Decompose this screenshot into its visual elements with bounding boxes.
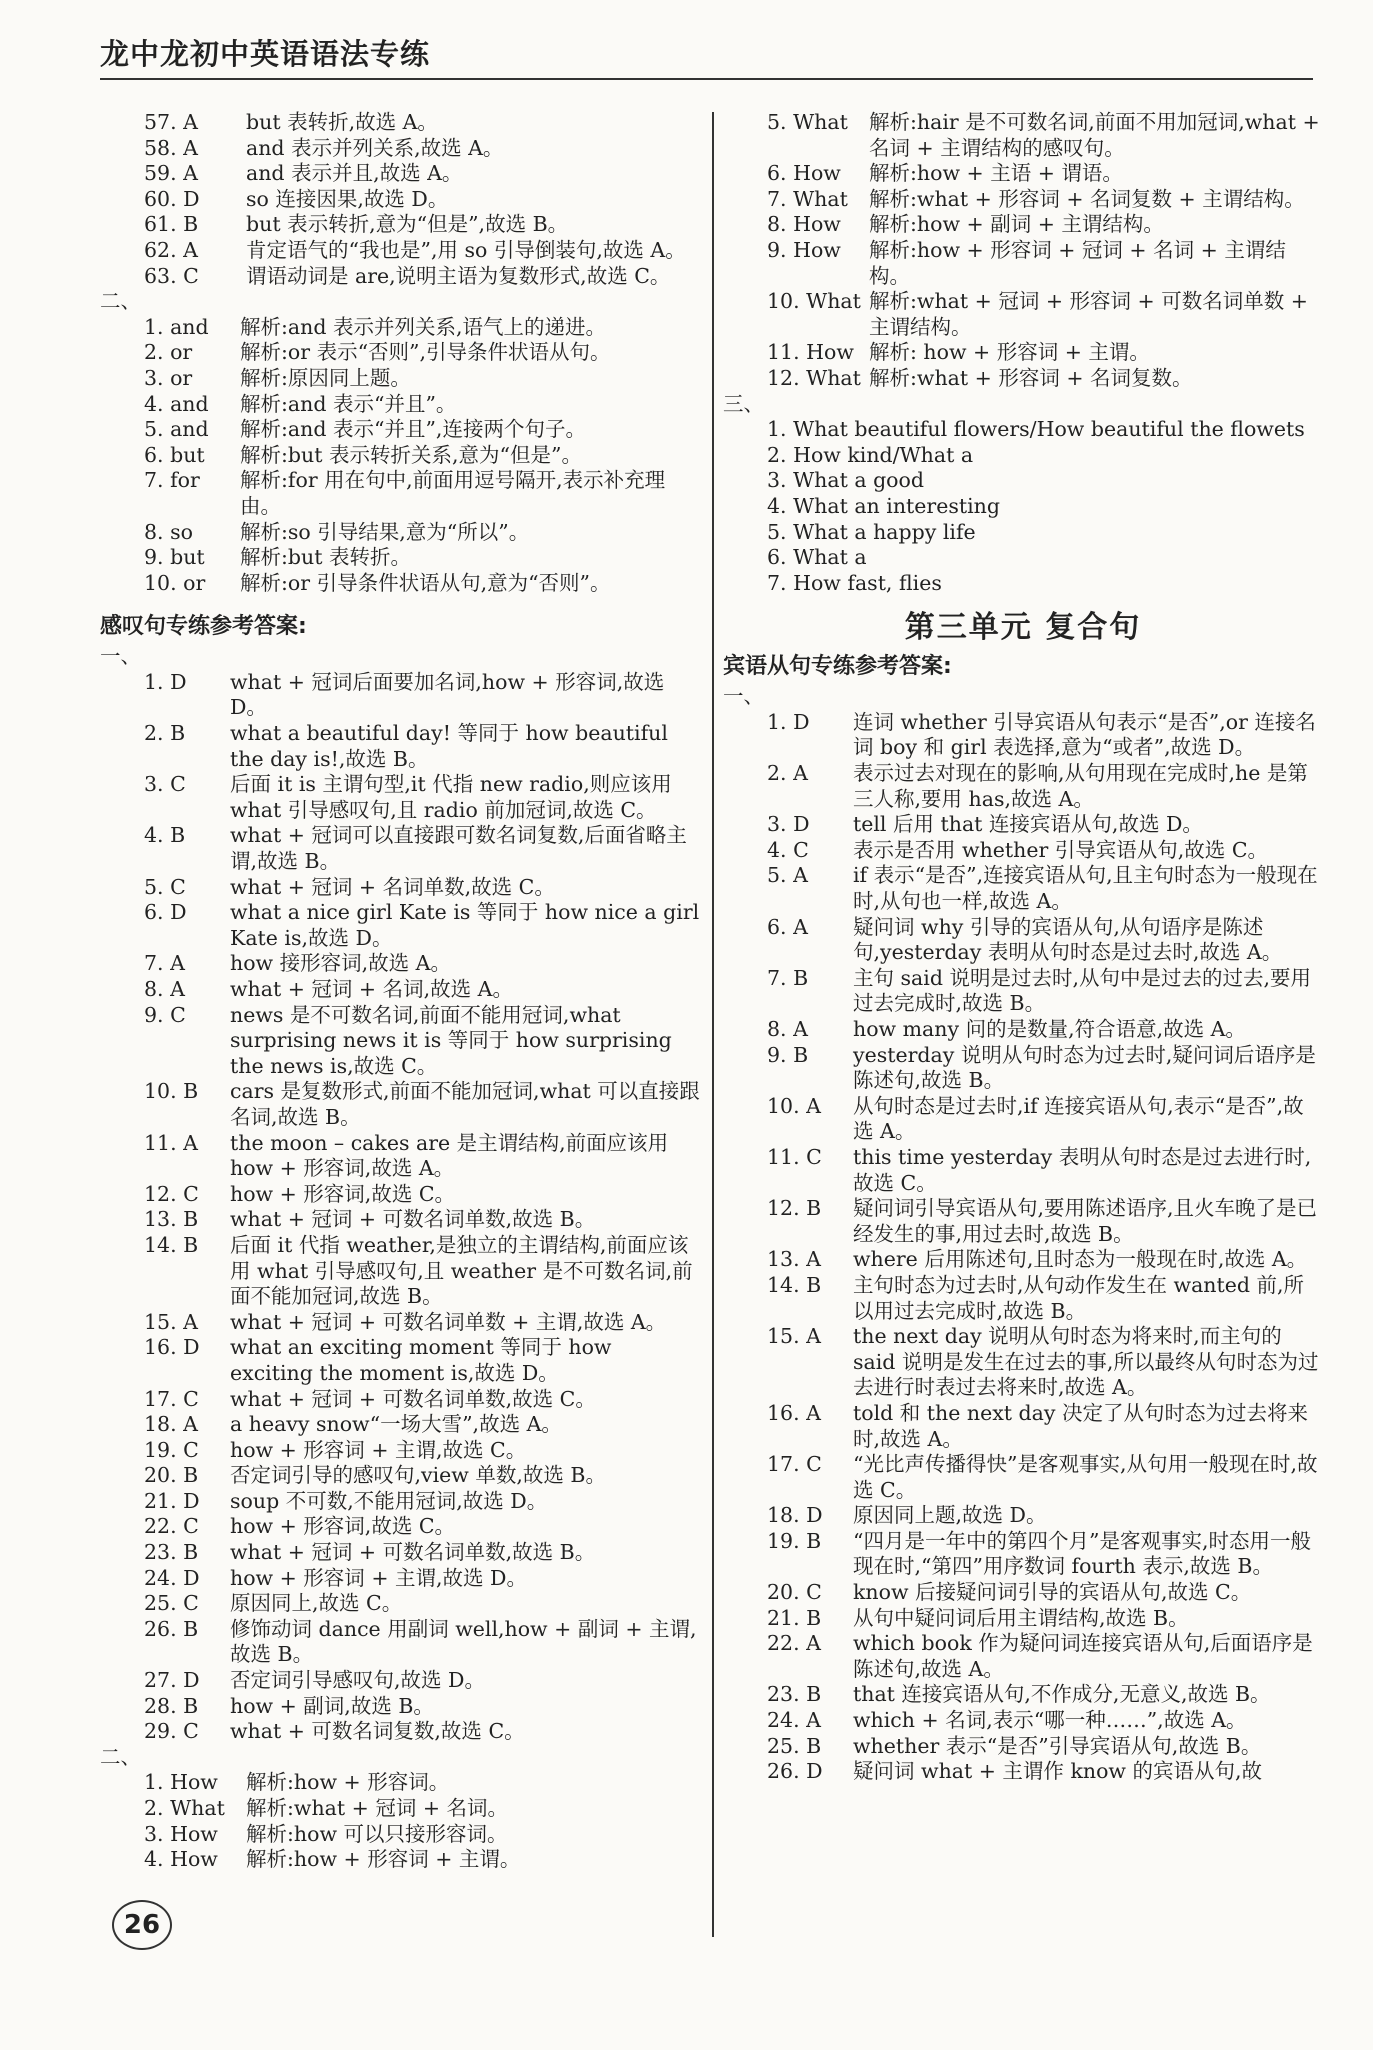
- answer-item: [100, 187, 700, 213]
- answer-item: [723, 863, 1323, 914]
- answer-number: 9. B: [767, 1042, 809, 1067]
- answer-number: 3. C: [144, 772, 186, 797]
- answer-explanation: told 和 the next day 决定了从句时态为过去将来时,故选 A。: [853, 1400, 1308, 1451]
- answer-number: 14. B: [144, 1232, 199, 1257]
- answer-number: 10. What: [767, 289, 861, 314]
- exclamation-part2-continued: [723, 110, 1323, 392]
- answer-number: 4. C: [767, 837, 809, 862]
- answer-item: [723, 915, 1323, 966]
- answer-item: [100, 1233, 700, 1310]
- answer-text: 5. What a happy life: [767, 519, 976, 544]
- answer-text: 4. What an interesting: [767, 493, 1000, 518]
- answer-explanation: 原因同上题,故选 D。: [853, 1503, 1047, 1528]
- header-rule: [100, 78, 1313, 80]
- answer-number: 3. D: [767, 812, 810, 837]
- answer-number: 8. How: [767, 212, 841, 237]
- answer-explanation: tell 后用 that 连接宾语从句,故选 D。: [853, 812, 1203, 837]
- answer-number: 21. D: [144, 1488, 200, 1513]
- answer-explanation: 解析:for 用在句中,前面用逗号隔开,表示补充理由。: [240, 468, 666, 518]
- answer-item: [100, 1822, 700, 1848]
- answer-item: [100, 315, 700, 341]
- answer-item: [723, 212, 1323, 238]
- answer-number: 20. B: [144, 1463, 199, 1488]
- answer-explanation: 解析:what + 冠词 + 形容词 + 可数名词单数 + 主谓结构。: [869, 289, 1308, 339]
- answer-item: [100, 417, 700, 443]
- answer-number: 5. C: [144, 874, 186, 899]
- column-divider: [712, 112, 714, 1937]
- answer-number: 13. B: [144, 1207, 199, 1232]
- answer-number: 16. A: [767, 1400, 821, 1425]
- page-number: 26: [112, 1900, 172, 1950]
- answer-number: 7. for: [144, 468, 200, 493]
- answer-explanation: how + 副词,故选 B。: [230, 1693, 434, 1718]
- answer-explanation: 修饰动词 dance 用副词 well,how + 副词 + 主谓,故选 B。: [230, 1616, 697, 1667]
- answer-number: 15. A: [144, 1309, 198, 1334]
- answer-number: 8. so: [144, 519, 193, 544]
- answer-number: 2. A: [767, 761, 808, 786]
- exclamation-part2-list: [100, 1770, 700, 1872]
- answer-number: 59. A: [144, 161, 198, 186]
- answer-explanation: 原因同上,故选 C。: [230, 1591, 403, 1616]
- answer-explanation: 谓语动词是 are,说明主语为复数形式,故选 C。: [246, 263, 671, 288]
- unit-title: 第三单元 复合句: [904, 610, 1142, 646]
- object-clause-heading: 宾语从句专练参考答案:: [723, 654, 952, 680]
- answer-explanation: 疑问词 what + 主谓作 know 的宾语从句,故: [853, 1759, 1262, 1784]
- answer-number: 10. or: [144, 570, 206, 595]
- answer-item: [100, 1387, 700, 1413]
- answer-explanation: if 表示“是否”,连接宾语从句,且主句时态为一般现在时,从句也一样,故选 A。: [853, 863, 1318, 914]
- answer-number: 21. B: [767, 1605, 822, 1630]
- answer-item: [100, 670, 700, 721]
- answer-explanation: 主句 said 说明是过去时,从句中是过去的过去,要用过去完成时,故选 B。: [853, 965, 1311, 1016]
- answer-number: 3. or: [144, 365, 193, 390]
- answer-explanation: 解析:but 表示转折关系,意为“但是”。: [240, 442, 582, 467]
- answer-explanation: “光比声传播得快”是客观事实,从句用一般现在时,故选 C。: [853, 1452, 1318, 1502]
- answer-explanation: how many 问的是数量,符合语意,故选 A。: [853, 1017, 1246, 1041]
- answer-item: [723, 1043, 1323, 1094]
- answer-explanation: 解析:and 表示“并且”,连接两个句子。: [240, 417, 586, 442]
- answer-item: [723, 1708, 1323, 1734]
- answer-explanation: 连词 whether 引导宾语从句表示“是否”,or 连接名词 boy 和 girl 表选择,意为“或者”,故选 D。: [853, 709, 1316, 760]
- answer-item: [100, 212, 700, 238]
- answer-number: 17. C: [767, 1452, 822, 1477]
- answer-item: [723, 468, 1323, 494]
- answer-item: [723, 1145, 1323, 1196]
- answer-number: 9. C: [144, 1002, 186, 1027]
- answer-explanation: 表示过去对现在的影响,从句用现在完成时,he 是第三人称,要用 has,故选 A。: [853, 761, 1308, 811]
- answer-number: 2. B: [144, 721, 186, 746]
- answer-explanation: “四月是一年中的第四个月”是客观事实,时态用一般现在时,“第四”用序数词 fourth 表示,故选 B。: [853, 1528, 1311, 1579]
- answer-item: [100, 1489, 700, 1515]
- answer-item: [723, 1580, 1323, 1606]
- answer-explanation: 后面 it is 主谓句型,it 代指 new radio,则应该用 what 引导感叹句,且 radio 前加冠词,故选 C。: [230, 772, 672, 822]
- answer-explanation: the moon – cakes are 是主谓结构,前面应该用 how + 形容词,故选 A。: [230, 1130, 669, 1181]
- answer-item: [100, 1182, 700, 1208]
- answer-text: 3. What a good: [767, 468, 924, 493]
- answer-number: 23. B: [767, 1682, 822, 1707]
- answer-explanation: what + 冠词可以直接跟可数名词复数,后面省略主谓,故选 B。: [230, 823, 687, 874]
- exclamation-heading: 感叹句专练参考答案:: [100, 614, 307, 640]
- answer-number: 16. D: [144, 1335, 200, 1360]
- answer-explanation: that 连接宾语从句,不作成分,无意义,故选 B。: [853, 1682, 1271, 1707]
- answer-explanation: what + 冠词 + 可数名词单数,故选 B。: [230, 1540, 596, 1565]
- answer-number: 10. A: [767, 1093, 821, 1118]
- answer-item: [100, 951, 700, 977]
- answer-item: [723, 1734, 1323, 1760]
- answer-number: 58. A: [144, 135, 198, 160]
- answer-number: 12. B: [767, 1196, 822, 1221]
- answer-item: [723, 838, 1323, 864]
- answer-item: [100, 772, 700, 823]
- answer-item: [100, 136, 700, 162]
- answer-item: [100, 1003, 700, 1080]
- answer-item: [100, 1310, 700, 1336]
- answer-number: 22. A: [767, 1631, 821, 1656]
- answer-number: 10. B: [144, 1079, 199, 1104]
- part3-label: 三、: [723, 391, 764, 416]
- answer-number: 23. B: [144, 1540, 199, 1565]
- answer-number: 4. B: [144, 823, 186, 848]
- answer-item: [100, 977, 700, 1003]
- answer-number: 8. A: [144, 977, 185, 1001]
- answer-explanation: 解析:how + 主语 + 谓语。: [869, 161, 1123, 186]
- answer-explanation: 解析:and 表示“并且”。: [240, 391, 457, 416]
- answer-explanation: 表示是否用 whether 引导宾语从句,故选 C。: [853, 837, 1269, 862]
- answer-item: [723, 340, 1323, 366]
- answer-item: [723, 1273, 1323, 1324]
- answer-item: [100, 340, 700, 366]
- answer-item: [723, 1503, 1323, 1529]
- exclamation-part2-label: 二、: [100, 1744, 141, 1769]
- answer-number: 22. C: [144, 1514, 199, 1539]
- answer-number: 18. D: [767, 1503, 823, 1528]
- answer-number: 7. B: [767, 965, 809, 990]
- answer-explanation: 解析:or 引导条件状语从句,意为“否则”。: [240, 570, 611, 595]
- answer-item: [723, 812, 1323, 838]
- answer-number: 1. D: [144, 669, 187, 694]
- answer-item: [723, 417, 1323, 443]
- answer-item: [723, 187, 1323, 213]
- answer-item: [100, 1566, 700, 1592]
- answer-item: [100, 823, 700, 874]
- answer-explanation: 后面 it 代指 weather,是独立的主谓结构,前面应该用 what 引导感叹句,且 weather 是不可数名词,前面不能加冠词,故选 B。: [230, 1232, 693, 1309]
- conjunction-answer-list: [100, 315, 700, 597]
- answer-explanation: know 后接疑问词引导的宾语从句,故选 C。: [853, 1580, 1252, 1605]
- answer-item: [723, 710, 1323, 761]
- answer-item: [723, 1452, 1323, 1503]
- answer-number: 11. How: [767, 340, 854, 365]
- answer-explanation: 否定词引导感叹句,故选 D。: [230, 1668, 485, 1693]
- part2-label: 二、: [100, 289, 141, 314]
- answer-number: 14. B: [767, 1272, 822, 1297]
- answer-number: 60. D: [144, 186, 200, 211]
- answer-number: 1. and: [144, 314, 209, 339]
- answer-explanation: the next day 说明从句时态为将来时,而主句的 said 说明是发生在过去的事,所以最终从句时态为过去进行时表过去将来时,故选 A。: [853, 1324, 1319, 1400]
- top-answer-list: [100, 110, 700, 289]
- answer-explanation: 从句时态是过去时,if 连接宾语从句,表示“是否”,故选 A。: [853, 1093, 1304, 1144]
- answer-explanation: 解析:and 表示并列关系,语气上的递进。: [240, 314, 606, 339]
- answer-item: [100, 392, 700, 418]
- answer-item: [100, 1770, 700, 1796]
- running-header: 龙中龙初中英语语法专练: [100, 37, 431, 71]
- answer-number: 17. C: [144, 1386, 199, 1411]
- answer-number: 57. A: [144, 110, 198, 134]
- answer-item: [100, 1412, 700, 1438]
- answer-number: 19. B: [767, 1528, 822, 1553]
- answer-item: [100, 366, 700, 392]
- answer-explanation: what + 冠词 + 可数名词单数,故选 B。: [230, 1207, 596, 1232]
- answer-explanation: what a nice girl Kate is 等同于 how nice a girl Kate is,故选 D。: [230, 900, 700, 950]
- answer-item: [723, 1682, 1323, 1708]
- answer-number: 3. How: [144, 1821, 218, 1846]
- answer-explanation: 解析:but 表转折。: [240, 545, 411, 570]
- exclamation-part1-label: 一、: [100, 644, 141, 669]
- answer-item: [723, 1017, 1323, 1043]
- answer-number: 13. A: [767, 1247, 821, 1272]
- answer-number: 63. C: [144, 263, 199, 288]
- answer-item: [100, 468, 700, 519]
- answer-item: [100, 721, 700, 772]
- answer-item: [100, 1591, 700, 1617]
- answer-item: [723, 494, 1323, 520]
- answer-number: 62. A: [144, 237, 198, 262]
- answer-item: [723, 966, 1323, 1017]
- answer-item: [723, 1324, 1323, 1401]
- answer-item: [100, 571, 700, 597]
- answer-explanation: so 连接因果,故选 D。: [246, 186, 449, 211]
- answer-item: [100, 520, 700, 546]
- answer-explanation: 解析:what + 形容词 + 名词复数 + 主谓结构。: [869, 186, 1305, 211]
- answer-item: [100, 1796, 700, 1822]
- object-clause-answer-list: [723, 710, 1323, 1785]
- answer-explanation: what + 冠词 + 可数名词单数,故选 C。: [230, 1386, 596, 1411]
- answer-number: 1. How: [144, 1770, 218, 1795]
- answer-item: [723, 238, 1323, 289]
- answer-item: [100, 1540, 700, 1566]
- answer-explanation: 解析:how + 形容词 + 冠词 + 名词 + 主谓结构。: [869, 237, 1286, 288]
- answer-number: 24. A: [767, 1708, 821, 1733]
- answer-item: [723, 161, 1323, 187]
- answer-item: [100, 1463, 700, 1489]
- answer-explanation: news 是不可数名词,前面不能用冠词,what surprising news it is 等同于 how surprising the news is,故选 C。: [230, 1002, 672, 1078]
- answer-item: [723, 1529, 1323, 1580]
- answer-number: 5. A: [767, 863, 808, 888]
- answer-explanation: 解析:how 可以只接形容词。: [246, 1821, 508, 1846]
- answer-text: 7. How fast, flies: [767, 570, 942, 595]
- answer-item: [100, 238, 700, 264]
- answer-number: 19. C: [144, 1437, 199, 1462]
- answer-item: [100, 1207, 700, 1233]
- answer-explanation: what + 冠词 + 名词,故选 A。: [230, 977, 513, 1001]
- answer-explanation: 解析:how + 副词 + 主谓结构。: [869, 212, 1164, 237]
- answer-explanation: 解析:how + 形容词 + 主谓。: [246, 1847, 521, 1872]
- answer-number: 9. How: [767, 237, 841, 262]
- answer-item: [723, 761, 1323, 812]
- answer-explanation: 解析:how + 形容词。: [246, 1770, 450, 1795]
- answer-explanation: how 接形容词,故选 A。: [230, 951, 451, 976]
- answer-explanation: what + 冠词后面要加名词,how + 形容词,故选 D。: [230, 669, 665, 720]
- answer-number: 5. What: [767, 110, 848, 134]
- answer-explanation: 解析:so 引导结果,意为“所以”。: [240, 519, 530, 544]
- answer-number: 27. D: [144, 1668, 200, 1693]
- answer-item: [100, 1847, 700, 1873]
- answer-explanation: 肯定语气的“我也是”,用 so 引导倒装句,故选 A。: [246, 237, 686, 262]
- right-column: [723, 110, 1323, 1785]
- answer-number: 28. B: [144, 1693, 199, 1718]
- answer-item: [723, 1094, 1323, 1145]
- answer-number: 6. but: [144, 442, 205, 467]
- answer-explanation: what + 冠词 + 可数名词单数 + 主谓,故选 A。: [230, 1309, 667, 1334]
- answer-explanation: but 表转折,故选 A。: [246, 110, 438, 134]
- answer-item: [100, 1079, 700, 1130]
- answer-explanation: 否定词引导的感叹句,view 单数,故选 B。: [230, 1463, 606, 1488]
- answer-explanation: 解析:what + 形容词 + 名词复数。: [869, 365, 1193, 390]
- answer-item: [723, 1247, 1323, 1273]
- answer-explanation: yesterday 说明从句时态为过去时,疑问词后语序是陈述句,故选 B。: [853, 1042, 1316, 1093]
- answer-number: 20. C: [767, 1580, 822, 1605]
- answer-explanation: a heavy snow“一场大雪”,故选 A。: [230, 1412, 562, 1437]
- answer-item: [100, 545, 700, 571]
- answer-number: 4. and: [144, 391, 209, 416]
- answer-item: [723, 520, 1323, 546]
- answer-text: 1. What beautiful flowers/How beautiful the flowets: [767, 417, 1305, 442]
- answer-explanation: what + 冠词 + 名词单数,故选 C。: [230, 874, 555, 899]
- answer-explanation: how + 形容词 + 主谓,故选 C。: [230, 1437, 527, 1462]
- answer-explanation: but 表示转折,意为“但是”,故选 B。: [246, 212, 569, 237]
- answer-number: 29. C: [144, 1719, 199, 1744]
- answer-explanation: soup 不可数,不能用冠词,故选 D。: [230, 1488, 548, 1513]
- answer-item: [100, 1514, 700, 1540]
- answer-explanation: which + 名词,表示“哪一种……”,故选 A。: [853, 1708, 1247, 1733]
- answer-item: [100, 1438, 700, 1464]
- answer-item: [100, 443, 700, 469]
- answer-item: [723, 110, 1323, 161]
- answer-item: [723, 545, 1323, 571]
- exclamation-answer-list: [100, 670, 700, 1745]
- answer-item: [100, 161, 700, 187]
- answer-item: [100, 900, 700, 951]
- answer-number: 6. D: [144, 900, 187, 925]
- answer-number: 25. B: [767, 1733, 822, 1758]
- answer-number: 1. D: [767, 709, 810, 734]
- answer-number: 2. What: [144, 1796, 225, 1820]
- answer-number: 12. C: [144, 1181, 199, 1206]
- answer-item: [100, 875, 700, 901]
- answer-item: [100, 1719, 700, 1745]
- answer-number: 25. C: [144, 1591, 199, 1616]
- answer-explanation: 解析:what + 冠词 + 名词。: [246, 1796, 509, 1820]
- answer-number: 26. B: [144, 1616, 199, 1641]
- answer-number: 18. A: [144, 1412, 198, 1437]
- answer-number: 24. D: [144, 1565, 200, 1590]
- answer-number: 9. but: [144, 545, 205, 570]
- answer-number: 6. A: [767, 914, 808, 939]
- answer-item: [723, 366, 1323, 392]
- answer-number: 7. What: [767, 186, 848, 211]
- answer-number: 61. B: [144, 212, 199, 237]
- answer-item: [723, 443, 1323, 469]
- answer-number: 12. What: [767, 365, 861, 390]
- answer-item: [723, 1196, 1323, 1247]
- answer-item: [100, 1668, 700, 1694]
- answer-explanation: what + 可数名词复数,故选 C。: [230, 1719, 525, 1744]
- answer-explanation: and 表示并且,故选 A。: [246, 161, 463, 186]
- answer-number: 11. A: [144, 1130, 198, 1155]
- answer-number: 8. A: [767, 1017, 808, 1041]
- answer-explanation: whether 表示“是否”引导宾语从句,故选 B。: [853, 1733, 1262, 1758]
- answer-item: [723, 1631, 1323, 1682]
- answer-number: 5. and: [144, 417, 209, 442]
- answer-explanation: where 后用陈述句,且时态为一般现在时,故选 A。: [853, 1247, 1308, 1272]
- answer-explanation: 从句中疑问词后用主谓结构,故选 B。: [853, 1605, 1189, 1630]
- answer-item: [723, 1759, 1323, 1785]
- answer-number: 2. or: [144, 340, 193, 365]
- answer-item: [100, 1617, 700, 1668]
- answer-explanation: 主句时态为过去时,从句动作发生在 wanted 前,所以用过去完成时,故选 B。: [853, 1272, 1305, 1323]
- answer-item: [100, 110, 700, 136]
- answer-number: 26. D: [767, 1759, 823, 1784]
- answer-item: [100, 1131, 700, 1182]
- left-column: [100, 110, 700, 1873]
- answer-item: [723, 289, 1323, 340]
- answer-explanation: 解析:原因同上题。: [240, 365, 411, 390]
- answer-item: [723, 1401, 1323, 1452]
- fill-in-answer-list: [723, 417, 1323, 596]
- answer-explanation: 疑问词 why 引导的宾语从句,从句语序是陈述句,yesterday 表明从句时态是过去时,故选 A。: [853, 914, 1283, 965]
- answer-explanation: cars 是复数形式,前面不能加冠词,what 可以直接跟名词,故选 B。: [230, 1079, 700, 1129]
- answer-number: 4. How: [144, 1847, 218, 1872]
- answer-item: [723, 571, 1323, 597]
- answer-explanation: 疑问词引导宾语从句,要用陈述语序,且火车晚了是已经发生的事,用过去时,故选 B。: [853, 1196, 1318, 1246]
- answer-explanation: 解析:hair 是不可数名词,前面不用加冠词,what + 名词 + 主谓结构的感叹句。: [869, 110, 1320, 160]
- answer-number: 7. A: [144, 951, 185, 976]
- answer-explanation: what a beautiful day! 等同于 how beautiful the day is!,故选 B。: [230, 721, 668, 771]
- answer-explanation: which book 作为疑问词连接宾语从句,后面语序是陈述句,故选 A。: [853, 1631, 1313, 1681]
- answer-explanation: how + 形容词 + 主谓,故选 D。: [230, 1565, 527, 1590]
- answer-text: 2. How kind/What a: [767, 442, 974, 467]
- answer-item: [723, 1606, 1323, 1632]
- answer-explanation: 解析:or 表示“否则”,引导条件状语从句。: [240, 340, 611, 365]
- answer-item: [100, 264, 700, 290]
- answer-number: 15. A: [767, 1324, 821, 1349]
- answer-explanation: what an exciting moment 等同于 how exciting the moment is,故选 D。: [230, 1335, 612, 1385]
- answer-explanation: how + 形容词,故选 C。: [230, 1181, 456, 1206]
- object-part1-label: 一、: [723, 684, 764, 709]
- answer-item: [100, 1694, 700, 1720]
- answer-text: 6. What a: [767, 545, 867, 570]
- answer-item: [100, 1335, 700, 1386]
- answer-explanation: this time yesterday 表明从句时态是过去进行时,故选 C。: [853, 1144, 1312, 1195]
- answer-explanation: 解析: how + 形容词 + 主谓。: [869, 340, 1150, 365]
- answer-number: 6. How: [767, 161, 841, 186]
- answer-explanation: and 表示并列关系,故选 A。: [246, 135, 504, 160]
- answer-explanation: how + 形容词,故选 C。: [230, 1514, 456, 1539]
- answer-number: 11. C: [767, 1144, 822, 1169]
